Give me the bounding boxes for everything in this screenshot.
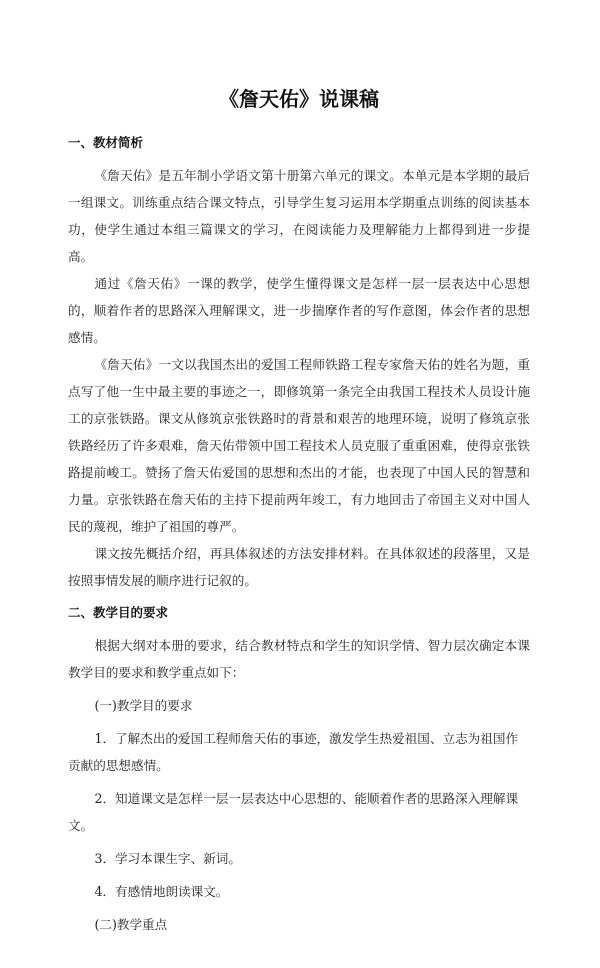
list-item: 3．学习本课生字、新词。 — [94, 851, 241, 866]
subheading-key-points: (二)教学重点 — [94, 917, 168, 932]
subheading-goals: (一)教学目的要求 — [94, 698, 193, 713]
paragraph: 《詹天佑》是五年制小学语文第十册第六单元的课文。本单元是本学期的最后一组课文。训练重点结合课文特点，引导学生复习运用本学期重点训练的阅读基本功，使学生通过本组三篇课文的学习，在阅读能力及理解能力上都得到进一步提高。 — [68, 168, 530, 264]
paragraph: 根据大纲对本册的要求，结合教材特点和学生的知识学情、智力层次确定本课教学目的要求和教学重点如下： — [68, 638, 530, 680]
list-item: 2．知道课文是怎样一层一层表达中心思想的、能顺着作者的思路深入理解课文。 — [68, 791, 519, 833]
section-heading-textbook-analysis: 一、教材简析 — [68, 135, 144, 150]
paragraph: 课文按先概括介绍，再具体叙述的方法安排材料。在具体叙述的段落里，又是按照事情发展的顺序进行记叙的。 — [68, 546, 530, 588]
list-item: 4．有感情地朗读课文。 — [94, 884, 229, 899]
section-heading-teaching-goals: 二、教学目的要求 — [68, 605, 169, 620]
list-item: 1．了解杰出的爱国工程师詹天佑的事迹，激发学生热爱祖国、立志为祖国作贡献的思想感情。 — [68, 731, 519, 773]
document-title: 《詹天佑》说课稿 — [219, 87, 379, 111]
document-page — [68, 0, 530, 968]
paragraph: 《詹天佑》一文以我国杰出的爱国工程师铁路工程专家詹天佑的姓名为题，重点写了他一生中最主要的事迹之一，即修筑第一条完全由我国工程技术人员设计施工的京张铁路。课文从修筑京张铁路时的背景和艰苦的地理环境，说明了修筑京张铁路经历了许多艰难，詹天佑带领中国工程技术人员克服了重重困难，使得京张铁路提前峻工。赞扬了詹天佑爱国的思想和杰出的才能，也表现了中国人民的智慧和力量。京张铁路在詹天佑的主持下提前两年竣工，有力地回击了帝国主义对中国人民的蔑视，维护了祖国的尊严。 — [68, 357, 530, 534]
section-body-textbook-analysis — [68, 162, 530, 594]
paragraph: 通过《詹天佑》一课的教学，使学生懂得课文是怎样一层一层表达中心思想的，顺着作者的思路深入理解课文，进一步揣摩作者的写作意图，体会作者的思想感情。 — [68, 276, 530, 345]
section-body-teaching-goals — [68, 632, 530, 938]
